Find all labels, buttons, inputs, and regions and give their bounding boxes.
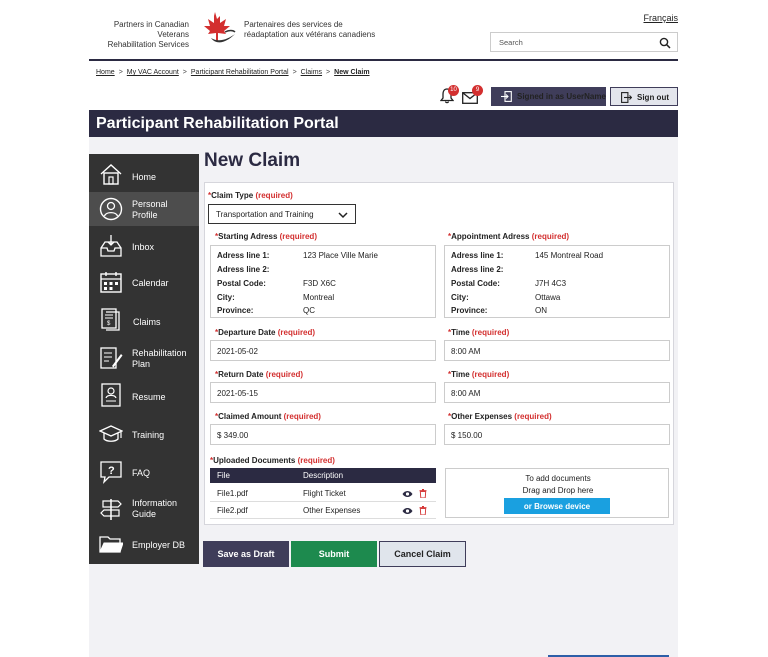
starting-address-label: *Starting Adress (required) bbox=[215, 232, 317, 241]
sign-out-button[interactable] bbox=[610, 87, 678, 106]
logo-french-text bbox=[244, 20, 404, 40]
city-value: Ottawa bbox=[535, 293, 561, 302]
sidebar-item-personal-profile[interactable] bbox=[89, 192, 199, 226]
appointment-address-box bbox=[444, 245, 670, 318]
submit-button[interactable]: Submit bbox=[291, 541, 377, 567]
sign-out-icon bbox=[621, 92, 632, 103]
breadcrumb-current: New Claim bbox=[334, 69, 370, 76]
claims-icon bbox=[99, 307, 123, 331]
return-time-field[interactable] bbox=[444, 382, 670, 403]
sidebar-item-home[interactable] bbox=[89, 158, 199, 190]
sidebar-label: Profile bbox=[132, 210, 158, 220]
sidebar-label: Training bbox=[132, 430, 165, 440]
breadcrumb-separator: > bbox=[292, 69, 297, 76]
portal-title: Participant Rehabilitation Portal bbox=[89, 110, 678, 137]
departure-date-label: *Departure Date (required) bbox=[215, 328, 316, 337]
column-header-description: Description bbox=[303, 471, 344, 480]
sidebar-label: Information bbox=[132, 498, 178, 508]
calendar-icon bbox=[99, 270, 123, 294]
sidebar-item-calendar[interactable] bbox=[89, 266, 199, 298]
departure-time-label: *Time (required) bbox=[448, 328, 510, 337]
trash-icon[interactable] bbox=[419, 489, 427, 498]
sidebar-label: Claims bbox=[133, 317, 161, 327]
breadcrumb-separator: > bbox=[326, 69, 331, 76]
breadcrumb-my-vac-account[interactable]: My VAC Account bbox=[126, 69, 179, 76]
appointment-address-label: *Appointment Adress (required) bbox=[448, 232, 570, 241]
postal-code-value: J7H 4C3 bbox=[535, 279, 567, 288]
claimed-amount-value: $ 349.00 bbox=[217, 431, 249, 440]
return-date-field[interactable] bbox=[210, 382, 436, 403]
sidebar-label: Rehabilitation bbox=[132, 348, 187, 358]
other-expenses-field[interactable] bbox=[444, 424, 670, 445]
table-row bbox=[210, 485, 436, 502]
dropzone-line2: Drag and Drop here bbox=[522, 486, 594, 495]
address-key: Adress line 2: bbox=[451, 265, 504, 274]
inbox-icon bbox=[99, 234, 123, 258]
other-expenses-label: *Other Expenses (required) bbox=[448, 412, 552, 421]
departure-date-field[interactable] bbox=[210, 340, 436, 361]
return-date-label: *Return Date (required) bbox=[215, 370, 304, 379]
logo-en-line1: Partners in Canadian Veterans bbox=[113, 20, 189, 39]
address-key: Adress line 1: bbox=[451, 251, 504, 260]
address-key: Adress line 2: bbox=[217, 265, 270, 274]
address-line-1-value: 145 Montreal Road bbox=[535, 251, 604, 260]
header-divider bbox=[89, 59, 678, 61]
documents-table-header bbox=[210, 468, 436, 483]
sidebar bbox=[89, 154, 199, 564]
sidebar-label: Personal bbox=[132, 199, 168, 209]
return-time-value: 8:00 AM bbox=[451, 389, 481, 398]
breadcrumb-claims[interactable]: Claims bbox=[300, 69, 323, 76]
signed-in-label: Signed in as UserName bbox=[517, 92, 606, 101]
address-key: City: bbox=[451, 293, 469, 302]
file-name: File2.pdf bbox=[217, 506, 248, 515]
breadcrumb-portal[interactable]: Participant Rehabilitation Portal bbox=[190, 69, 289, 76]
sidebar-label: Plan bbox=[132, 359, 151, 369]
view-eye-icon[interactable] bbox=[402, 507, 413, 515]
breadcrumb-separator: > bbox=[118, 69, 123, 76]
plan-icon bbox=[99, 346, 123, 370]
sidebar-label: FAQ bbox=[132, 468, 151, 478]
sidebar-item-information-guide[interactable] bbox=[89, 492, 199, 526]
maple-leaf-icon bbox=[195, 10, 239, 50]
sidebar-label: Inbox bbox=[132, 242, 155, 252]
cancel-claim-button[interactable]: Cancel Claim bbox=[379, 541, 466, 567]
dropzone-line1: To add documents bbox=[525, 474, 591, 483]
sidebar-label: Employer DB bbox=[132, 540, 186, 550]
logo-fr-line1: Partenaires des services de bbox=[244, 20, 343, 29]
column-header-file: File bbox=[217, 471, 230, 480]
address-key: Postal Code: bbox=[217, 279, 266, 288]
address-key: City: bbox=[217, 293, 235, 302]
table-row bbox=[210, 502, 436, 519]
uploaded-documents-label: *Uploaded Documents (required) bbox=[210, 456, 335, 465]
svg-text:?: ? bbox=[108, 465, 115, 477]
breadcrumb-home[interactable]: Home bbox=[96, 69, 115, 76]
language-toggle-link[interactable]: Français bbox=[643, 13, 678, 23]
logo-en-line2: Rehabilitation Services bbox=[107, 40, 189, 49]
faq-icon bbox=[99, 460, 123, 484]
file-description: Other Expenses bbox=[303, 506, 361, 515]
logo-english-text bbox=[89, 20, 189, 50]
signed-in-button[interactable] bbox=[491, 87, 606, 106]
browse-device-button[interactable]: or Browse device bbox=[504, 498, 610, 514]
address-key: Postal Code: bbox=[451, 279, 500, 288]
sidebar-item-faq[interactable] bbox=[89, 456, 199, 488]
svg-text:$: $ bbox=[107, 321, 111, 327]
sign-in-icon bbox=[501, 91, 512, 102]
notification-count-badge: 10 bbox=[448, 85, 459, 96]
sidebar-item-resume[interactable] bbox=[89, 380, 199, 412]
address-key: Province: bbox=[217, 306, 254, 315]
document-dropzone[interactable] bbox=[445, 468, 669, 518]
graduation-cap-icon bbox=[99, 422, 123, 446]
view-eye-icon[interactable] bbox=[402, 490, 413, 498]
city-value: Montreal bbox=[303, 293, 335, 302]
trash-icon[interactable] bbox=[419, 506, 427, 515]
file-name: File1.pdf bbox=[217, 489, 248, 498]
breadcrumb-separator: > bbox=[182, 69, 187, 76]
search-input[interactable] bbox=[490, 32, 678, 52]
departure-time-value: 8:00 AM bbox=[451, 347, 481, 356]
site-logo[interactable] bbox=[89, 10, 389, 50]
notifications-button[interactable] bbox=[440, 88, 456, 104]
search-icon[interactable] bbox=[659, 37, 671, 49]
sidebar-item-claims[interactable] bbox=[89, 302, 199, 338]
sidebar-item-rehabilitation-plan[interactable] bbox=[89, 342, 199, 376]
breadcrumb bbox=[96, 69, 370, 76]
province-value: ON bbox=[535, 306, 547, 315]
postal-code-value: F3D X6C bbox=[303, 279, 336, 288]
province-value: QC bbox=[303, 306, 315, 315]
return-date-value: 2021-05-15 bbox=[217, 389, 258, 398]
home-icon bbox=[99, 162, 123, 186]
claimed-amount-label: *Claimed Amount (required) bbox=[215, 412, 321, 421]
address-key: Province: bbox=[451, 306, 488, 315]
save-draft-button[interactable]: Save as Draft bbox=[203, 541, 289, 567]
sidebar-label: Resume bbox=[132, 392, 166, 402]
signpost-icon bbox=[99, 497, 123, 521]
search-placeholder: Search bbox=[499, 38, 523, 47]
sidebar-label: Calendar bbox=[132, 278, 169, 288]
page-title: New Claim bbox=[204, 150, 301, 171]
person-icon bbox=[99, 197, 123, 221]
logo-fr-line2: réadaptation aux vétérans canadiens bbox=[244, 30, 376, 39]
starting-address-box bbox=[210, 245, 436, 318]
other-expenses-value: $ 150.00 bbox=[451, 431, 483, 440]
departure-date-value: 2021-05-02 bbox=[217, 347, 258, 356]
address-line-1-value: 123 Place Ville Marie bbox=[303, 251, 379, 260]
address-key: Adress line 1: bbox=[217, 251, 270, 260]
sidebar-item-employer-db[interactable] bbox=[89, 528, 199, 560]
documents-table bbox=[210, 468, 436, 518]
claimed-amount-field[interactable] bbox=[210, 424, 436, 445]
sidebar-label: Guide bbox=[132, 509, 157, 519]
claim-type-label: *Claim Type (required) bbox=[208, 191, 293, 200]
message-count-badge: 9 bbox=[472, 85, 483, 96]
sidebar-item-inbox[interactable] bbox=[89, 230, 199, 262]
folder-icon bbox=[99, 532, 123, 556]
claim-type-select[interactable] bbox=[208, 204, 356, 224]
departure-time-field[interactable] bbox=[444, 340, 670, 361]
return-time-label: *Time (required) bbox=[448, 370, 510, 379]
sidebar-label: Home bbox=[132, 172, 157, 182]
claim-type-value: Transportation and Training bbox=[216, 210, 314, 219]
sign-out-label: Sign out bbox=[637, 93, 669, 102]
chevron-down-icon bbox=[338, 210, 348, 220]
resume-icon bbox=[99, 383, 123, 407]
messages-button[interactable] bbox=[462, 87, 480, 104]
sidebar-item-training[interactable] bbox=[89, 418, 199, 450]
file-description: Flight Ticket bbox=[303, 489, 346, 498]
